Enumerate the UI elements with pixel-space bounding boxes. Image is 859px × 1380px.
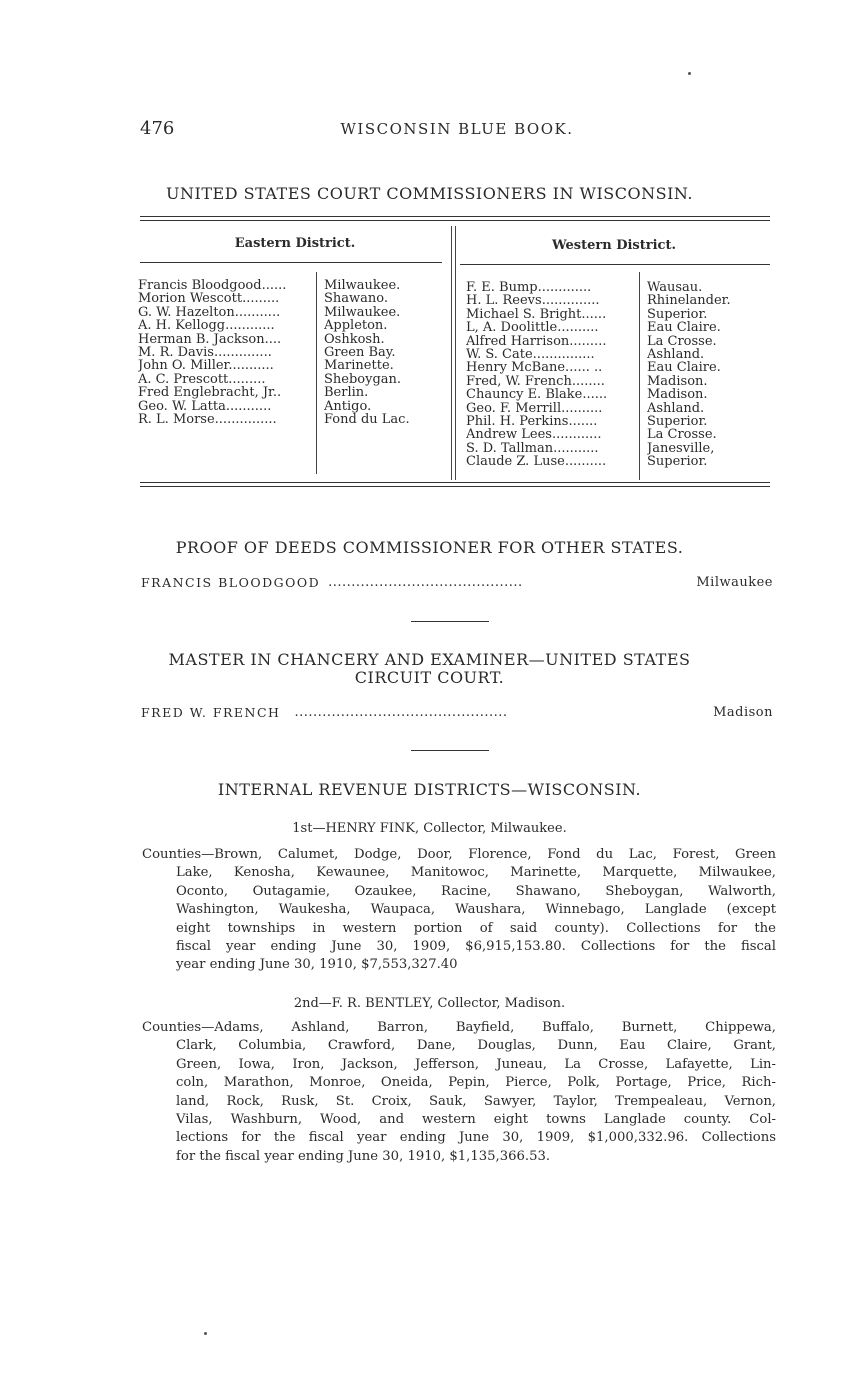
eastern-commissioner-name: Morion Wescott......... <box>138 292 280 306</box>
eastern-heading-rule <box>140 262 442 263</box>
western-commissioner-name: Phil. H. Perkins....... <box>466 414 598 429</box>
western-commissioner-name: Alfred Harrison......... <box>466 334 607 348</box>
eastern-commissioner-place: Shawano. <box>324 292 389 306</box>
first-district-text-line: fiscal year ending June 30, 1909, $6,915,153.80. Collections for the fiscal <box>176 938 776 954</box>
eastern-district-heading: Eastern District. <box>234 236 356 251</box>
internal-revenue-title: INTERNAL REVENUE DISTRICTS—WISCONSIN. <box>217 780 642 799</box>
table-bottom-rule <box>140 482 770 483</box>
table-bottom-rule-2 <box>140 486 770 487</box>
eastern-commissioner-name: R. L. Morse............... <box>138 412 277 427</box>
eastern-commissioner-place: Oshkosh. <box>324 332 385 346</box>
master-in-chancery-place: Madison <box>713 705 773 720</box>
proof-of-deeds-place: Milwaukee <box>696 575 773 590</box>
center-divider-2 <box>455 226 456 480</box>
second-district-counties <box>142 1019 776 1166</box>
proof-of-deeds-leader: .......................................... <box>328 575 523 590</box>
second-district-text-line: Counties—Adams, Ashland, Barron, Bayfield, Buffalo, Burnett, Chippewa, <box>142 1020 776 1035</box>
first-district-text-line: Counties—Brown, Calumet, Dodge, Door, Florence, Fond du Lac, Forest, Green <box>142 847 776 862</box>
second-district-text-line: for the fiscal year ending June 30, 1910, $1,135,366.53. <box>176 1148 551 1164</box>
master-in-chancery-title-line2: CIRCUIT COURT. <box>354 668 505 687</box>
western-commissioner-name: Fred, W. French........ <box>466 374 605 389</box>
first-district-collector: 1st—HENRY FINK, Collector, Milwaukee. <box>292 821 567 836</box>
eastern-commissioner-name: Geo. W. Latta........... <box>138 399 272 413</box>
separator-rule-2 <box>411 750 489 751</box>
page-number: 476 <box>140 118 175 139</box>
master-in-chancery-name: FRED W. FRENCH <box>141 705 281 720</box>
first-district-text-line: Lake, Kenosha, Kewaunee, Manitowoc, Marinette, Marquette, Milwaukee, <box>176 865 776 881</box>
master-in-chancery-entry <box>141 705 773 720</box>
western-places-list <box>647 281 731 468</box>
first-district-text-line: eight townships in western portion of said county). Collections for the <box>176 920 776 936</box>
eastern-commissioner-place: Sheboygan. <box>324 372 402 387</box>
western-commissioner-name: Andrew Lees............ <box>466 428 602 442</box>
master-in-chancery-title-line1: MASTER IN CHANCERY AND EXAMINER—UNITED STATES <box>168 650 691 669</box>
table-top-rule <box>140 216 770 217</box>
running-title: WISCONSIN BLUE BOOK. <box>340 120 574 138</box>
second-district-text-line: Green, Iowa, Iron, Jackson, Jefferson, Juneau, La Crosse, Lafayette, Lin- <box>176 1056 776 1072</box>
separator-rule-1 <box>411 621 489 622</box>
eastern-commissioner-place: Milwaukee. <box>324 279 401 293</box>
first-district-text-line: year ending June 30, 1910, $7,553,327.40 <box>176 957 458 973</box>
master-in-chancery-leader: .............................................. <box>294 705 508 720</box>
first-district-counties <box>142 846 776 975</box>
western-commissioner-name: S. D. Tallman........... <box>466 441 599 456</box>
western-commissioner-place: La Crosse. <box>647 428 717 442</box>
western-commissioner-place: Eau Claire. <box>647 361 721 375</box>
first-district-text-line: Washington, Waukesha, Waupaca, Waushara, Winnebago, Langlade (except <box>176 902 776 918</box>
western-district-heading: Western District. <box>551 238 676 253</box>
western-commissioner-place: Eau Claire. <box>647 321 721 335</box>
western-column-divider <box>639 272 640 480</box>
eastern-commissioner-place: Berlin. <box>324 386 369 400</box>
western-commissioner-name: H. L. Reevs.............. <box>466 294 600 308</box>
second-district-text-line: land, Rock, Rusk, St. Croix, Sauk, Sawyer, Taylor, Trempealeau, Vernon, <box>176 1093 776 1109</box>
western-commissioner-name: Henry McBane...... .. <box>466 361 603 375</box>
eastern-commissioner-name: Herman B. Jackson.... <box>138 332 282 346</box>
proof-of-deeds-entry <box>141 575 773 590</box>
table-top-rule-2 <box>140 220 770 221</box>
eastern-names-list <box>138 279 286 426</box>
eastern-commissioner-name: Francis Bloodgood...... <box>138 279 287 293</box>
first-district-text-line: Oconto, Outagamie, Ozaukee, Racine, Shawano, Sheboygan, Walworth, <box>176 883 776 899</box>
court-commissioners-title: UNITED STATES COURT COMMISSIONERS IN WISCONSIN. <box>166 184 693 203</box>
eastern-commissioner-place: Fond du Lac. <box>324 412 410 427</box>
eastern-commissioner-place: Appleton. <box>324 319 388 333</box>
western-commissioner-place: Janesville, <box>647 441 715 456</box>
western-commissioner-place: La Crosse. <box>647 334 717 348</box>
western-commissioner-name: F. E. Bump............. <box>466 281 592 295</box>
western-commissioner-place: Rhinelander. <box>647 294 731 308</box>
proof-of-deeds-title: PROOF OF DEEDS COMMISSIONER FOR OTHER STATES. <box>175 538 684 557</box>
eastern-places-list <box>324 279 410 426</box>
western-commissioner-place: Superior. <box>647 307 708 322</box>
eastern-commissioner-name: M. R. Davis.............. <box>138 345 272 360</box>
proof-of-deeds-name: FRANCIS BLOODGOOD <box>141 575 321 590</box>
western-commissioner-place: Wausau. <box>647 281 703 295</box>
center-divider <box>451 226 452 480</box>
western-commissioner-place: Ashland. <box>647 347 705 362</box>
western-commissioner-place: Superior. <box>647 414 708 429</box>
western-commissioner-place: Ashland. <box>647 401 705 415</box>
eastern-column-divider <box>316 272 317 474</box>
second-district-text-line: Vilas, Washburn, Wood, and western eight towns Langlade county. Col- <box>176 1111 776 1127</box>
second-district-text-line: coln, Marathon, Monroe, Oneida, Pepin, Pierce, Polk, Portage, Price, Rich- <box>176 1075 776 1091</box>
eastern-commissioner-name: John O. Miller........... <box>138 359 274 373</box>
eastern-commissioner-place: Milwaukee. <box>324 305 401 320</box>
western-commissioner-name: W. S. Cate............... <box>466 347 595 362</box>
western-commissioner-name: Chauncy E. Blake...... <box>466 388 608 402</box>
western-commissioner-place: Madison. <box>647 374 708 389</box>
eastern-commissioner-place: Green Bay. <box>324 345 396 360</box>
eastern-commissioner-name: A. C. Prescott......... <box>138 372 266 387</box>
western-commissioner-name: Michael S. Bright...... <box>466 307 607 322</box>
second-district-collector: 2nd—F. R. BENTLEY, Collector, Madison. <box>293 996 566 1011</box>
eastern-commissioner-place: Marinette. <box>324 359 394 373</box>
western-commissioner-place: Madison. <box>647 388 708 402</box>
western-commissioner-place: Superior. <box>647 455 708 469</box>
eastern-commissioner-name: G. W. Hazelton........... <box>138 305 281 320</box>
second-district-text-line: lections for the fiscal year ending June 30, 1909, $1,000,332.96. Collections <box>176 1130 776 1146</box>
eastern-commissioner-place: Antigo. <box>324 399 372 413</box>
western-heading-rule <box>460 264 770 265</box>
western-names-list <box>466 281 607 468</box>
western-commissioner-name: Claude Z. Luse.......... <box>466 455 607 469</box>
eastern-commissioner-name: A. H. Kellogg............ <box>138 319 275 333</box>
second-district-text-line: Clark, Columbia, Crawford, Dane, Douglas, Dunn, Eau Claire, Grant, <box>176 1038 776 1054</box>
western-commissioner-name: Geo. F. Merrill.......... <box>466 401 603 415</box>
speck-mark <box>204 1332 207 1335</box>
eastern-commissioner-name: Fred Englebracht, Jr.. <box>138 386 282 400</box>
speck-mark <box>688 72 691 75</box>
western-commissioner-name: L, A. Doolittle.......... <box>466 321 599 335</box>
